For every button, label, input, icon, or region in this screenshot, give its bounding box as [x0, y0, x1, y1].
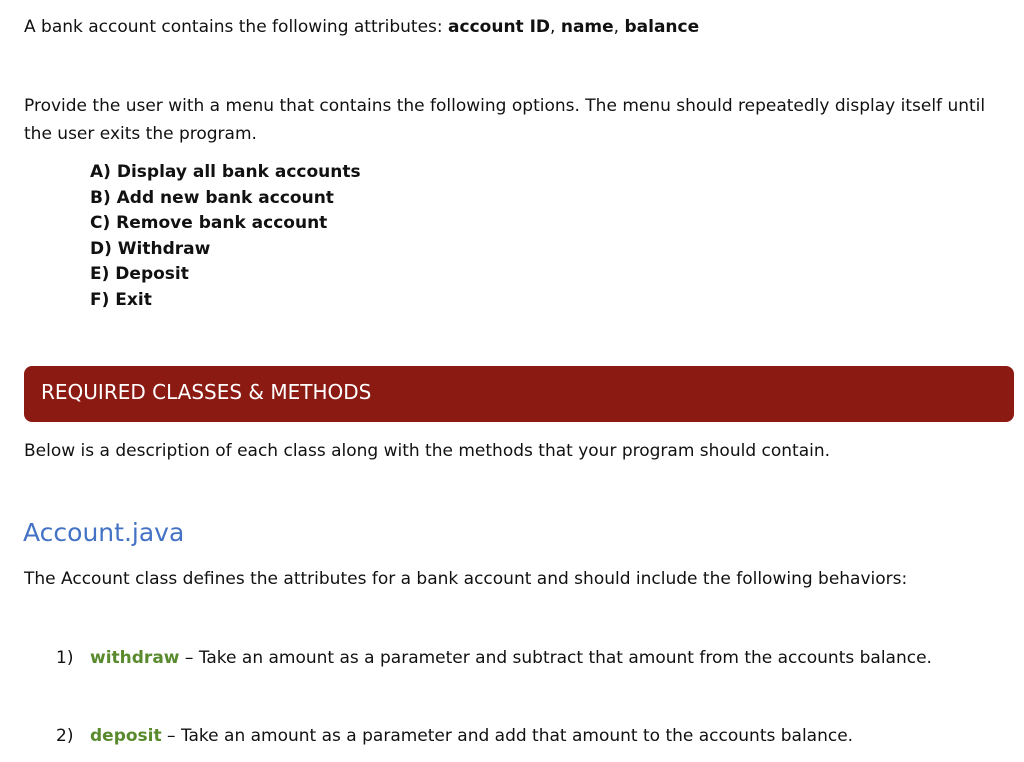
account-class-heading: Account.java [23, 518, 185, 547]
attribute-name: name [560, 17, 614, 37]
behavior-dash: – [161, 726, 181, 746]
behavior-text: Take an amount as a parameter and add that amount to the accounts balance. [180, 726, 854, 746]
attribute-account-id: account ID [448, 17, 551, 37]
menu-option-display: A) Display all bank accounts [90, 162, 361, 182]
menu-description: Provide the user with a menu that contains the following options. The menu should repeatedly display itself until the user exits the program. [24, 96, 986, 144]
attributes-intro [24, 14, 699, 40]
menu-options-list [90, 160, 361, 314]
required-classes-banner: REQUIRED CLASSES & METHODS [24, 366, 1014, 422]
attributes-intro-text: A bank account contains the following attributes: [24, 17, 449, 37]
method-name-deposit: deposit [90, 726, 162, 746]
attribute-separator: , [550, 17, 561, 37]
classes-description: Below is a description of each class along with the methods that your program should contain. [24, 441, 831, 461]
behavior-dash: – [179, 648, 199, 668]
menu-option-deposit: E) Deposit [90, 264, 189, 285]
menu-option-add: B) Add new bank account [90, 187, 334, 208]
menu-option-remove: C) Remove bank account [90, 213, 328, 234]
behavior-number: 1) [56, 648, 74, 668]
behavior-text: Take an amount as a parameter and subtract that amount from the accounts balance. [198, 648, 932, 668]
behavior-item-deposit [56, 723, 853, 749]
attribute-separator: , [613, 17, 625, 37]
menu-option-withdraw: D) Withdraw [90, 238, 211, 259]
menu-option-exit: F) Exit [90, 289, 152, 310]
behavior-item-withdraw [56, 645, 932, 671]
account-class-description: The Account class defines the attributes for a bank account and should include the following behaviors: [24, 569, 908, 589]
method-name-withdraw: withdraw [90, 648, 180, 668]
attribute-balance: balance [624, 17, 700, 37]
behavior-number: 2) [56, 726, 74, 746]
